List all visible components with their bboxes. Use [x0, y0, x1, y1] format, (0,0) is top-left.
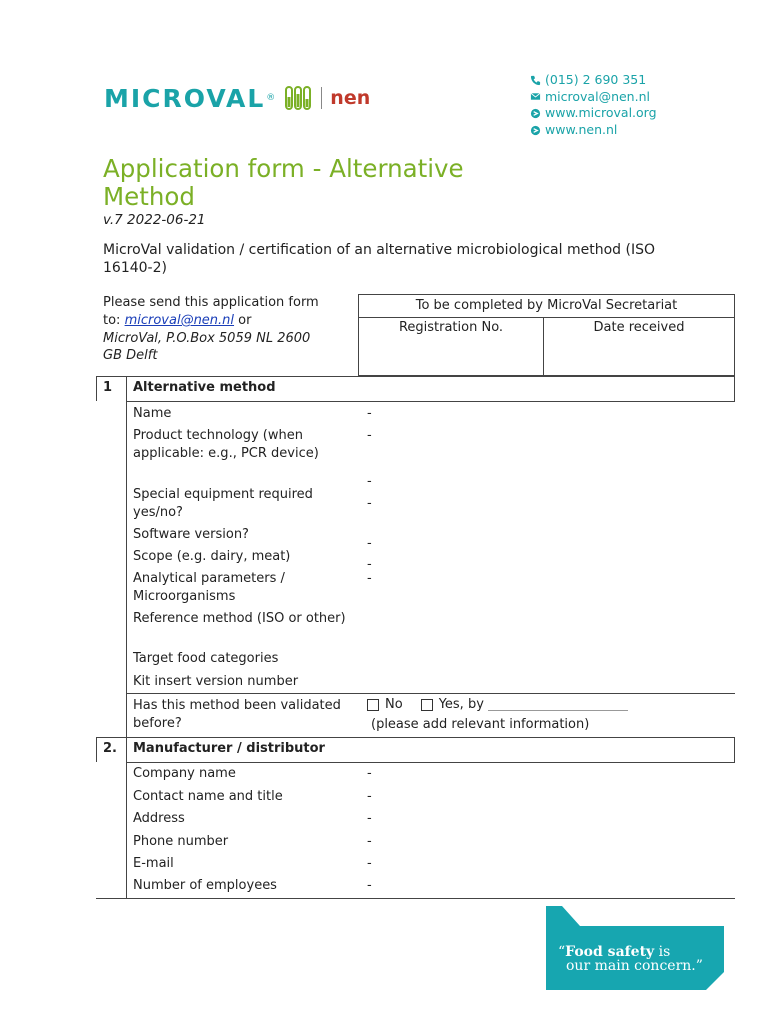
- secretariat-box: [358, 294, 735, 376]
- section2-left-border: [96, 737, 97, 762]
- section1-heading-border: [126, 401, 735, 402]
- website-microval[interactable]: www.microval.org: [545, 105, 657, 121]
- validated-top-border: [126, 693, 735, 694]
- validated-yes-checkbox[interactable]: [421, 699, 433, 711]
- section2-bottom-border: [96, 898, 735, 899]
- phone-number: (015) 2 690 351: [545, 72, 647, 87]
- instructions-to: to:: [103, 312, 121, 328]
- section2-right-border: [734, 737, 735, 762]
- web-icon: [530, 125, 541, 136]
- field-name-label: Name: [133, 406, 172, 421]
- validated-yes-label: Yes, by: [438, 697, 484, 712]
- section1-right-border: [734, 376, 735, 401]
- food-safety-badge: [546, 906, 724, 990]
- section1-top-border: [96, 376, 735, 377]
- field-product-technology-value[interactable]: -: [367, 428, 372, 443]
- mail-icon: [530, 91, 541, 102]
- badge-quote-open: “: [558, 944, 566, 960]
- validated-no-checkbox[interactable]: [367, 699, 379, 711]
- section2-number: 2.: [103, 741, 117, 756]
- field-reference-method-label: Reference method (ISO or other): [133, 611, 346, 626]
- field-analytical-parameters-value[interactable]: -: [367, 571, 372, 586]
- field-phone-label: Phone number: [133, 834, 229, 849]
- microval-logo: [104, 80, 370, 116]
- email-address[interactable]: microval@nen.nl: [545, 88, 650, 104]
- field-employees-label: Number of employees: [133, 878, 277, 893]
- logo-registered-mark: ®: [266, 93, 276, 103]
- badge-text-line2: our main concern.”: [566, 958, 703, 974]
- field-company-name-label: Company name: [133, 766, 236, 781]
- send-instructions: [103, 294, 353, 365]
- field-contact-name-label: Contact name and title: [133, 789, 283, 804]
- left-margin-border: [96, 376, 97, 401]
- field-address-label: Address: [133, 811, 185, 826]
- page-title: Application form - Alternative Method: [103, 154, 464, 211]
- date-received-label: Date received: [593, 320, 685, 335]
- field-contact-name-value[interactable]: -: [367, 789, 372, 804]
- postal-address-line-2: GB Delft: [103, 348, 158, 364]
- field-special-equipment-label: Special equipment required yes/no?: [133, 487, 313, 520]
- nen-logo: nen: [330, 87, 371, 109]
- contact-phone: [530, 72, 657, 89]
- field-target-food-label: Target food categories: [133, 651, 279, 666]
- website-nen[interactable]: www.nen.nl: [545, 121, 618, 137]
- contact-web-microval: [530, 105, 657, 122]
- secretariat-heading: To be completed by MicroVal Secretariat: [359, 295, 734, 318]
- field-company-name-value[interactable]: -: [367, 766, 372, 781]
- validated-options: [367, 697, 628, 712]
- web-icon: [530, 108, 541, 119]
- instructions-or: or: [238, 312, 252, 328]
- postal-address-line-1: MicroVal, P.O.Box 5059 NL 2600: [103, 330, 311, 346]
- section1-number: 1: [103, 380, 113, 395]
- registration-number-label: Registration No.: [398, 320, 504, 335]
- contact-web-nen: [530, 122, 657, 139]
- field-special-equipment-value[interactable]: -: [367, 496, 372, 511]
- logo-wordmark: MICROVAL: [104, 83, 266, 113]
- field-address-value[interactable]: -: [367, 811, 372, 826]
- contact-info: [530, 72, 657, 138]
- number-column-border: [126, 376, 127, 898]
- field-email-value[interactable]: -: [367, 856, 372, 871]
- badge-text-rest: is: [654, 944, 671, 960]
- field-scope-value[interactable]: -: [367, 557, 372, 572]
- logo-separator: [321, 87, 322, 109]
- field-analytical-parameters-label: Analytical parameters / Microorganisms: [133, 571, 285, 604]
- badge-bold-text: Food safety: [565, 944, 655, 960]
- email-link[interactable]: microval@nen.nl: [124, 312, 235, 328]
- contact-email: [530, 89, 657, 106]
- test-tubes-icon: [285, 85, 311, 111]
- field-email-label: E-mail: [133, 856, 174, 871]
- phone-icon: [530, 75, 541, 86]
- field-product-technology-label: Product technology (when applicable: e.g., PCR device): [133, 428, 319, 461]
- section2-heading: Manufacturer / distributor: [133, 741, 325, 756]
- section1-heading: Alternative method: [133, 380, 276, 395]
- field-name-value[interactable]: -: [367, 406, 372, 421]
- version-label: v.7 2022-06-21: [103, 212, 206, 228]
- field-software-version-label: Software version?: [133, 527, 249, 542]
- field-product-technology-value-2[interactable]: -: [367, 474, 372, 489]
- validated-question-label: Has this method been validated before?: [133, 698, 341, 731]
- validated-by-field[interactable]: [488, 698, 628, 711]
- field-software-version-value[interactable]: -: [367, 536, 372, 551]
- field-kit-insert-label: Kit insert version number: [133, 674, 299, 689]
- field-scope-label: Scope (e.g. dairy, meat): [133, 549, 291, 564]
- section2-heading-border: [126, 762, 735, 763]
- instructions-line: Please send this application form: [103, 295, 319, 310]
- form-subtitle: MicroVal validation / certification of an alternative microbiological method (ISO 16140-2): [103, 242, 655, 276]
- validated-no-label: No: [385, 697, 403, 712]
- field-phone-value[interactable]: -: [367, 834, 372, 849]
- field-employees-value[interactable]: -: [367, 878, 372, 893]
- section2-top-border: [96, 737, 735, 738]
- validated-note: (please add relevant information): [371, 717, 590, 732]
